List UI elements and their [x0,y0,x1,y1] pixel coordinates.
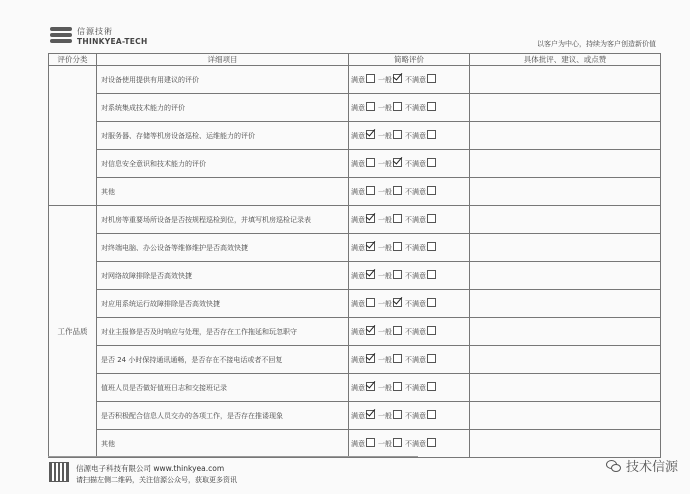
rating-option [351,74,375,85]
checkbox[interactable] [393,410,402,419]
rating-option [378,438,402,449]
logo-en-text: THINKYEA-TECH [77,37,148,46]
rating-option [378,270,402,281]
comment-cell[interactable] [470,150,661,178]
rating-label: 不满意 [405,132,426,140]
checkbox[interactable] [427,410,436,419]
checkbox[interactable] [366,438,375,447]
comment-cell[interactable] [470,346,661,374]
checkbox[interactable] [366,102,375,111]
rating-label: 不满意 [405,328,426,336]
comment-cell[interactable] [470,402,661,430]
rating-option [405,186,436,197]
footer-divider [48,456,418,457]
qr-code-image [50,463,68,481]
rating-option [351,158,375,169]
rating-option [405,158,436,169]
rating-label: 满意 [351,104,365,112]
rating-label: 不满意 [405,384,426,392]
rating-cell [349,402,470,430]
rating-option [378,298,402,309]
rating-option [351,354,375,365]
rating-option [351,438,375,449]
rating-option [378,158,402,169]
checkbox[interactable] [366,158,375,167]
col-header-item: 详细项目 [97,54,349,66]
rating-option [405,270,436,281]
checked-checkbox[interactable] [393,74,402,83]
rating-label: 一般 [378,356,392,364]
rating-label: 满意 [351,188,365,196]
rating-label: 不满意 [405,76,426,84]
rating-option [378,242,402,253]
table-row [49,262,661,290]
checkbox[interactable] [427,382,436,391]
rating-label: 满意 [351,76,365,84]
rating-label: 满意 [351,244,365,252]
checkbox[interactable] [366,298,375,307]
comment-cell[interactable] [470,262,661,290]
checked-checkbox[interactable] [366,214,375,223]
item-cell: 对业主报修是否及时响应与处理，是否存在工作拖延和玩忽职守 [97,318,349,346]
rating-option [405,326,436,337]
rating-cell [349,94,470,122]
checkbox[interactable] [393,354,402,363]
rating-label: 一般 [378,272,392,280]
table-row [49,94,661,122]
checkbox[interactable] [393,326,402,335]
table-row [49,374,661,402]
rating-option [351,326,375,337]
comment-cell[interactable] [470,374,661,402]
table-row [49,430,661,458]
table-row [49,290,661,318]
rating-option [378,74,402,85]
wechat-account-name: 技术信源 [625,460,678,475]
logo-cn-text: 信源技術 [77,27,113,36]
table-row [49,318,661,346]
slogan: 以客户为中心，持续为客户创造新价值 [537,40,656,48]
rating-label: 满意 [351,132,365,140]
checked-checkbox[interactable] [393,158,402,167]
rating-option [378,354,402,365]
footer-company: 信源电子科技有限公司 www.thinkyea.com [76,464,225,473]
rating-option [405,354,436,365]
checked-checkbox[interactable] [393,298,402,307]
item-cell: 是否 24 小时保持通讯通畅，是否存在不接电话或者不回复 [97,346,349,374]
table-row [49,122,661,150]
item-cell: 对机房等重要场所设备是否按规程巡检到位，并填写机房巡检记录表 [97,206,349,234]
table-row [49,178,661,206]
table-header-row [49,54,661,66]
rating-cell [349,234,470,262]
logo-mark-icon [50,27,72,47]
rating-label: 一般 [378,384,392,392]
rating-label: 一般 [378,300,392,308]
rating-label: 不满意 [405,104,426,112]
rating-option [405,382,436,393]
rating-option [351,270,375,281]
comment-cell[interactable] [470,290,661,318]
rating-cell [349,150,470,178]
rating-cell [349,430,470,458]
comment-cell[interactable] [470,318,661,346]
rating-option [405,438,436,449]
item-cell: 对终端电脑、办公设备等维修维护是否高效快捷 [97,234,349,262]
rating-cell [349,178,470,206]
rating-label: 满意 [351,272,365,280]
col-header-comment: 具体批评、建议、或点赞 [470,54,661,66]
checked-checkbox[interactable] [366,382,375,391]
rating-option [405,102,436,113]
checkbox[interactable] [427,354,436,363]
rating-label: 一般 [378,132,392,140]
checkbox[interactable] [427,74,436,83]
item-cell: 对信息安全意识和技术能力的评价 [97,150,349,178]
rating-label: 不满意 [405,300,426,308]
rating-label: 一般 [378,216,392,224]
rating-label: 一般 [378,160,392,168]
checkbox[interactable] [427,438,436,447]
checked-checkbox[interactable] [366,270,375,279]
category-cell: 工作品质 [49,206,97,458]
col-header-category: 评价分类 [49,54,97,66]
checkbox[interactable] [427,130,436,139]
comment-cell[interactable] [470,122,661,150]
item-cell: 对应用系统运行故障排除是否高效快捷 [97,290,349,318]
wechat-icon [606,460,622,472]
item-cell: 其他 [97,430,349,458]
rating-option [351,214,375,225]
checkbox[interactable] [393,102,402,111]
evaluation-table [48,53,661,458]
category-cell [49,66,97,206]
rating-label: 不满意 [405,244,426,252]
rating-option [378,410,402,421]
rating-label: 满意 [351,216,365,224]
rating-label: 不满意 [405,188,426,196]
checkbox[interactable] [393,130,402,139]
rating-label: 满意 [351,440,365,448]
comment-cell[interactable] [470,234,661,262]
checkbox[interactable] [393,186,402,195]
rating-option [351,130,375,141]
rating-option [378,186,402,197]
checkbox[interactable] [427,326,436,335]
rating-cell [349,206,470,234]
comment-cell[interactable] [470,206,661,234]
rating-label: 一般 [378,440,392,448]
item-cell: 对网络故障排除是否高效快捷 [97,262,349,290]
rating-option [378,130,402,141]
rating-option [351,410,375,421]
item-cell: 是否积极配合信息人员交办的各项工作，是否存在推诿现象 [97,402,349,430]
checked-checkbox[interactable] [366,410,375,419]
rating-cell [349,262,470,290]
comment-cell[interactable] [470,430,661,458]
rating-option [405,214,436,225]
footer-note: 请扫描左侧二维码，关注信源公众号，获取更多资讯 [76,476,237,484]
table-row [49,402,661,430]
table-row [49,150,661,178]
checkbox[interactable] [427,270,436,279]
checkbox[interactable] [427,242,436,251]
rating-option [405,130,436,141]
company-logo [50,27,170,49]
table-row [49,66,661,94]
rating-cell [349,66,470,94]
comment-cell[interactable] [470,94,661,122]
checkbox[interactable] [427,214,436,223]
rating-option [351,298,375,309]
rating-label: 满意 [351,328,365,336]
comment-cell[interactable] [470,66,661,94]
rating-label: 一般 [378,104,392,112]
checkbox[interactable] [427,158,436,167]
rating-label: 不满意 [405,160,426,168]
checkbox[interactable] [366,186,375,195]
rating-option [351,382,375,393]
rating-label: 不满意 [405,356,426,364]
rating-label: 满意 [351,356,365,364]
item-cell: 对设备使用提供有用建议的评价 [97,66,349,94]
rating-option [405,74,436,85]
checkbox[interactable] [427,186,436,195]
rating-label: 满意 [351,300,365,308]
rating-label: 满意 [351,384,365,392]
rating-label: 一般 [378,188,392,196]
checked-checkbox[interactable] [366,326,375,335]
rating-cell [349,318,470,346]
rating-label: 一般 [378,76,392,84]
checkbox[interactable] [393,214,402,223]
rating-label: 一般 [378,244,392,252]
wechat-watermark [606,456,678,475]
checkbox[interactable] [393,270,402,279]
rating-option [378,326,402,337]
rating-option [378,214,402,225]
rating-label: 不满意 [405,272,426,280]
rating-label: 满意 [351,160,365,168]
item-cell: 对系统集成技术能力的评价 [97,94,349,122]
item-cell: 值班人员是否做好值班日志和交接班记录 [97,374,349,402]
rating-option [351,186,375,197]
rating-label: 不满意 [405,216,426,224]
table-row [49,206,661,234]
rating-cell [349,374,470,402]
checkbox[interactable] [427,102,436,111]
rating-option [378,102,402,113]
checkbox[interactable] [427,298,436,307]
item-cell: 对服务器、存储等机房设备巡检、运维能力的评价 [97,122,349,150]
rating-label: 不满意 [405,440,426,448]
rating-label: 不满意 [405,412,426,420]
rating-option [378,382,402,393]
rating-option [405,410,436,421]
col-header-rating: 简略评价 [349,54,470,66]
rating-option [405,242,436,253]
checkbox[interactable] [393,382,402,391]
rating-option [405,298,436,309]
checked-checkbox[interactable] [366,242,375,251]
checkbox[interactable] [393,438,402,447]
rating-label: 一般 [378,328,392,336]
rating-cell [349,346,470,374]
comment-cell[interactable] [470,178,661,206]
rating-option [351,102,375,113]
table-row [49,346,661,374]
rating-cell [349,122,470,150]
checkbox[interactable] [393,242,402,251]
checked-checkbox[interactable] [366,354,375,363]
checked-checkbox[interactable] [366,130,375,139]
rating-label: 满意 [351,412,365,420]
rating-option [351,242,375,253]
rating-label: 一般 [378,412,392,420]
item-cell: 其他 [97,178,349,206]
table-row [49,234,661,262]
checkbox[interactable] [366,74,375,83]
rating-cell [349,290,470,318]
